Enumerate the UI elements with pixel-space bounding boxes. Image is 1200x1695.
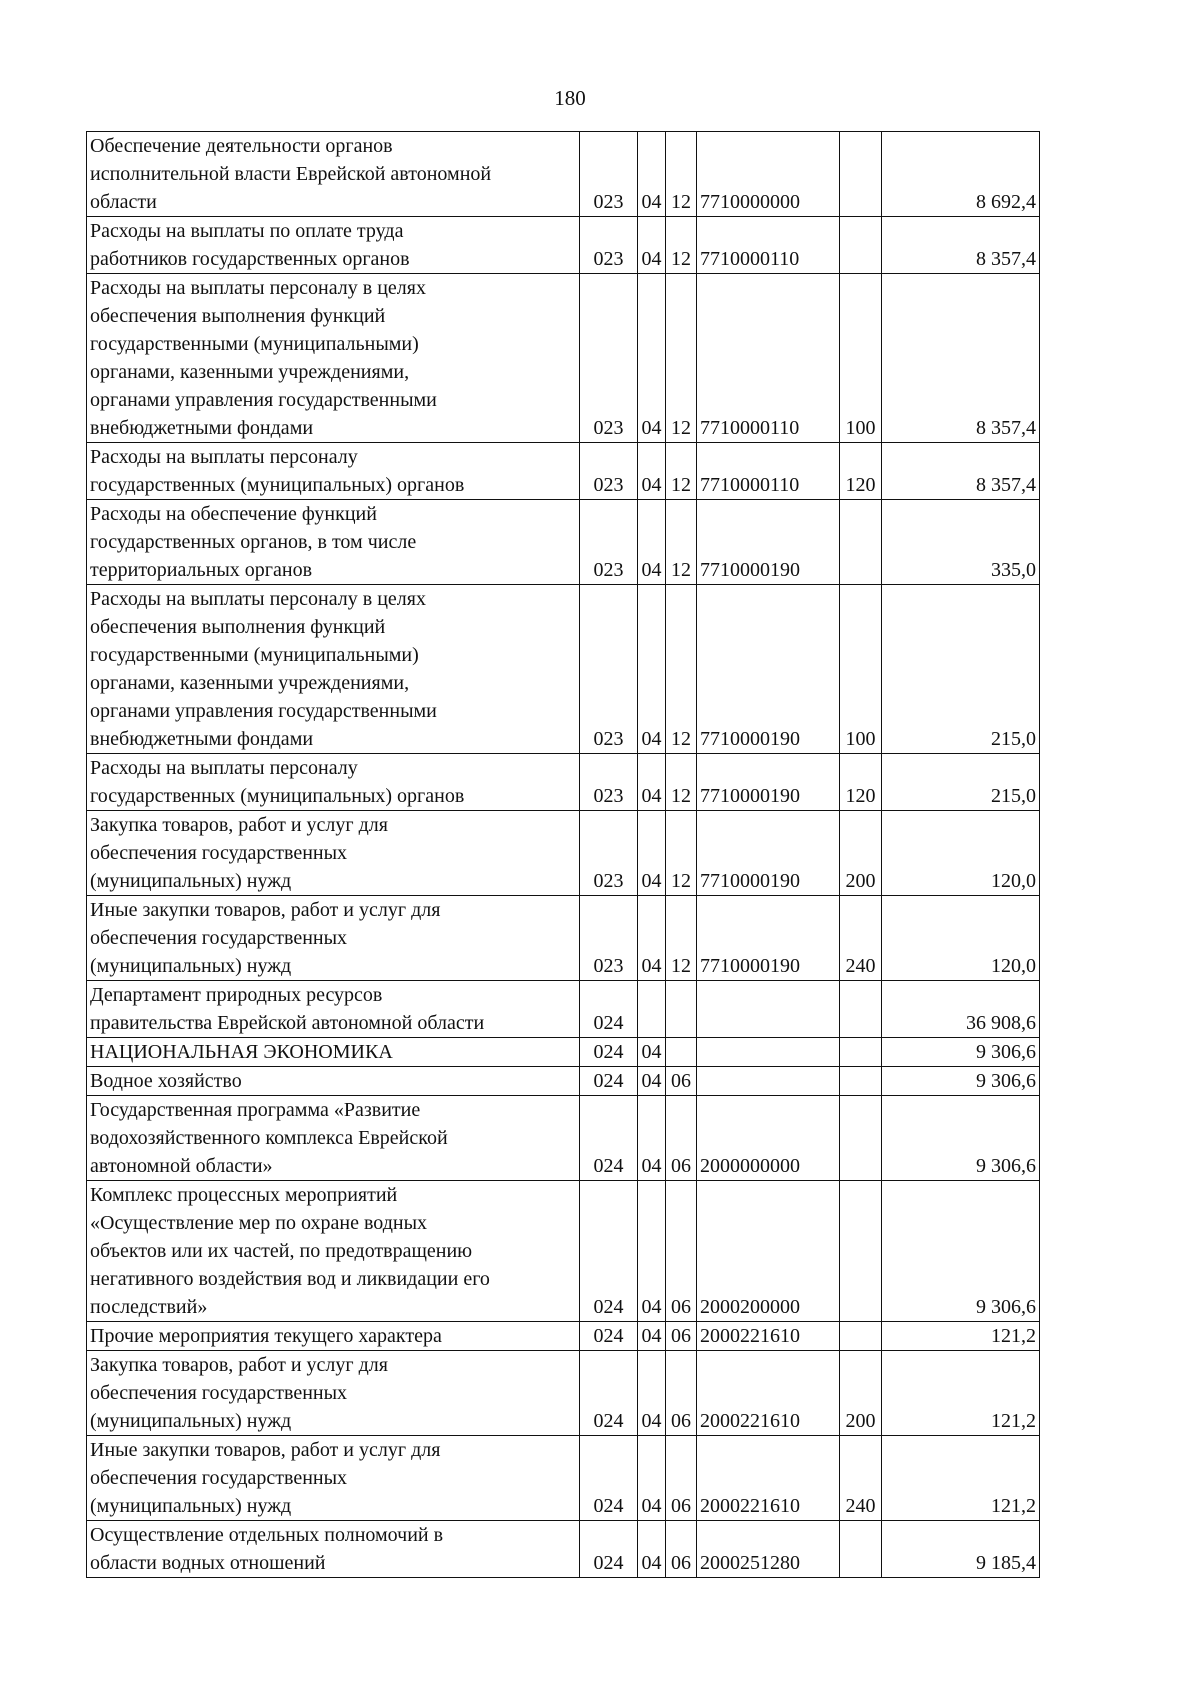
item-name-line: государственных (муниципальных) органов [90,785,465,807]
cell-target-article-code: 7710000190 [697,811,840,896]
item-name-line: органами, казенными учреждениями, [90,361,410,383]
item-name-line: государственными (муниципальными) [90,333,419,355]
cell-department-code: 023 [580,443,638,500]
cell-expense-type-code: 120 [840,443,882,500]
cell-expense-type-code [840,500,882,585]
cell-item-name [87,1521,580,1578]
item-name-line: Прочие мероприятия текущего характера [90,1325,442,1347]
cell-amount: 9 306,6 [882,1096,1040,1181]
cell-expense-type-code: 100 [840,274,882,443]
item-name-line: Обеспечение деятельности органов [90,135,393,157]
item-name-line: Закупка товаров, работ и услуг для [90,1354,388,1376]
page-number: 180 [554,86,586,110]
cell-department-code: 023 [580,754,638,811]
cell-target-article-code: 2000251280 [697,1521,840,1578]
cell-section-code: 04 [638,811,666,896]
table-row [87,132,1040,217]
cell-item-name [87,896,580,981]
cell-department-code: 024 [580,981,638,1038]
cell-amount: 9 306,6 [882,1067,1040,1096]
table-row [87,1096,1040,1181]
cell-department-code: 023 [580,585,638,754]
item-name-line: Комплекс процессных мероприятий [90,1184,398,1206]
item-name-line: Иные закупки товаров, работ и услуг для [90,899,441,921]
cell-target-article-code: 7710000110 [697,217,840,274]
cell-section-code: 04 [638,217,666,274]
cell-section-code: 04 [638,1067,666,1096]
cell-subsection-code: 12 [666,754,697,811]
cell-amount: 215,0 [882,585,1040,754]
cell-subsection-code [666,1038,697,1067]
item-name-line: внебюджетными фондами [90,417,314,439]
cell-expense-type-code [840,217,882,274]
cell-section-code: 04 [638,1521,666,1578]
item-name-line: Департамент природных ресурсов [90,984,383,1006]
cell-amount: 9 306,6 [882,1038,1040,1067]
cell-section-code: 04 [638,1322,666,1351]
cell-item-name [87,132,580,217]
table-row [87,1067,1040,1096]
cell-amount: 335,0 [882,500,1040,585]
item-name-line: Осуществление отдельных полномочий в [90,1524,444,1546]
cell-amount: 9 306,6 [882,1181,1040,1322]
cell-subsection-code: 12 [666,896,697,981]
cell-expense-type-code [840,1181,882,1322]
item-name-line: государственных органов, в том числе [90,531,417,553]
cell-subsection-code: 06 [666,1436,697,1521]
cell-section-code: 04 [638,1038,666,1067]
cell-amount: 8 357,4 [882,217,1040,274]
cell-subsection-code: 12 [666,217,697,274]
cell-target-article-code: 7710000110 [697,274,840,443]
table-row [87,811,1040,896]
item-name-line: исполнительной власти Еврейской автономной [90,163,492,185]
item-name-line: (муниципальных) нужд [90,1410,292,1432]
cell-target-article-code: 7710000000 [697,132,840,217]
table-row [87,1351,1040,1436]
cell-subsection-code: 12 [666,274,697,443]
item-name-line: правительства Еврейской автономной области [90,1012,485,1034]
cell-subsection-code: 12 [666,585,697,754]
table-row [87,585,1040,754]
cell-section-code: 04 [638,500,666,585]
cell-subsection-code: 12 [666,811,697,896]
table-row [87,217,1040,274]
cell-amount: 121,2 [882,1322,1040,1351]
cell-section-code: 04 [638,1181,666,1322]
item-name-line: водохозяйственного комплекса Еврейской [90,1127,448,1149]
cell-expense-type-code: 240 [840,1436,882,1521]
table-body [87,132,1040,1578]
cell-expense-type-code [840,132,882,217]
item-name-line: Государственная программа «Развитие [90,1099,421,1121]
cell-subsection-code: 06 [666,1181,697,1322]
cell-target-article-code: 2000221610 [697,1322,840,1351]
cell-expense-type-code: 100 [840,585,882,754]
item-name-line: Расходы на выплаты по оплате труда [90,220,404,242]
cell-target-article-code [697,1038,840,1067]
cell-subsection-code: 06 [666,1067,697,1096]
cell-department-code: 024 [580,1067,638,1096]
cell-item-name [87,811,580,896]
cell-target-article-code: 2000221610 [697,1351,840,1436]
cell-amount: 8 692,4 [882,132,1040,217]
item-name-line: государственных (муниципальных) органов [90,474,465,496]
table-row [87,443,1040,500]
item-name-line: Иные закупки товаров, работ и услуг для [90,1439,441,1461]
item-name-line: Расходы на выплаты персоналу [90,446,358,468]
table-row [87,1038,1040,1067]
item-name-line: обеспечения выполнения функций [90,305,386,327]
cell-department-code: 024 [580,1181,638,1322]
cell-expense-type-code [840,981,882,1038]
cell-section-code: 04 [638,754,666,811]
cell-amount: 120,0 [882,896,1040,981]
cell-subsection-code: 06 [666,1521,697,1578]
item-name-line: области водных отношений [90,1552,326,1574]
item-name-line: органами управления государственными [90,700,437,722]
cell-department-code: 023 [580,500,638,585]
table-row [87,1521,1040,1578]
cell-target-article-code: 7710000190 [697,896,840,981]
table-row [87,896,1040,981]
cell-subsection-code: 06 [666,1351,697,1436]
cell-item-name [87,1351,580,1436]
cell-item-name [87,1067,580,1096]
cell-item-name [87,1322,580,1351]
table-row [87,1181,1040,1322]
item-name-line: территориальных органов [90,559,313,581]
cell-item-name [87,1038,580,1067]
cell-item-name [87,754,580,811]
cell-expense-type-code: 200 [840,811,882,896]
cell-section-code: 04 [638,1096,666,1181]
table-row [87,981,1040,1038]
item-name-line: НАЦИОНАЛЬНАЯ ЭКОНОМИКА [90,1041,393,1063]
item-name-line: (муниципальных) нужд [90,1495,292,1517]
cell-amount: 121,2 [882,1351,1040,1436]
cell-subsection-code [666,981,697,1038]
cell-expense-type-code [840,1322,882,1351]
cell-target-article-code [697,1067,840,1096]
cell-subsection-code: 12 [666,132,697,217]
cell-section-code: 04 [638,1351,666,1436]
cell-subsection-code: 12 [666,500,697,585]
cell-target-article-code: 2000000000 [697,1096,840,1181]
table-row [87,1322,1040,1351]
cell-expense-type-code [840,1096,882,1181]
item-name-line: обеспечения государственных [90,927,348,949]
item-name-line: объектов или их частей, по предотвращению [90,1240,473,1262]
item-name-line: «Осуществление мер по охране водных [90,1212,428,1234]
table-row [87,500,1040,585]
cell-target-article-code: 2000200000 [697,1181,840,1322]
item-name-line: государственными (муниципальными) [90,644,419,666]
cell-amount: 121,2 [882,1436,1040,1521]
cell-department-code: 023 [580,132,638,217]
cell-expense-type-code [840,1067,882,1096]
cell-department-code: 023 [580,217,638,274]
item-name-line: органами управления государственными [90,389,437,411]
cell-item-name [87,1181,580,1322]
cell-department-code: 023 [580,811,638,896]
cell-item-name [87,443,580,500]
item-name-line: Расходы на выплаты персоналу [90,757,358,779]
cell-amount: 8 357,4 [882,274,1040,443]
item-name-line: обеспечения государственных [90,1382,348,1404]
cell-expense-type-code: 240 [840,896,882,981]
cell-section-code: 04 [638,132,666,217]
item-name-line: обеспечения выполнения функций [90,616,386,638]
item-name-line: обеспечения государственных [90,842,348,864]
cell-target-article-code [697,981,840,1038]
cell-department-code: 024 [580,1436,638,1521]
cell-section-code: 04 [638,1436,666,1521]
cell-amount: 9 185,4 [882,1521,1040,1578]
cell-target-article-code: 2000221610 [697,1436,840,1521]
cell-expense-type-code: 200 [840,1351,882,1436]
item-name-line: работников государственных органов [90,248,410,270]
cell-department-code: 023 [580,896,638,981]
cell-section-code: 04 [638,585,666,754]
cell-amount: 36 908,6 [882,981,1040,1038]
item-name-line: автономной области» [90,1155,273,1177]
cell-department-code: 024 [580,1038,638,1067]
cell-subsection-code: 06 [666,1096,697,1181]
item-name-line: Водное хозяйство [90,1070,242,1092]
item-name-line: Расходы на выплаты персоналу в целях [90,588,426,610]
cell-amount: 8 357,4 [882,443,1040,500]
cell-item-name [87,981,580,1038]
cell-target-article-code: 7710000190 [697,585,840,754]
cell-item-name [87,585,580,754]
item-name-line: (муниципальных) нужд [90,955,292,977]
cell-section-code [638,981,666,1038]
item-name-line: обеспечения государственных [90,1467,348,1489]
cell-item-name [87,274,580,443]
cell-department-code: 024 [580,1322,638,1351]
cell-amount: 215,0 [882,754,1040,811]
cell-section-code: 04 [638,896,666,981]
cell-department-code: 024 [580,1521,638,1578]
item-name-line: последствий» [90,1296,208,1318]
item-name-line: органами, казенными учреждениями, [90,672,410,694]
budget-table [86,131,1040,1578]
cell-target-article-code: 7710000110 [697,443,840,500]
item-name-line: области [90,191,157,213]
cell-section-code: 04 [638,274,666,443]
cell-item-name [87,1436,580,1521]
item-name-line: Закупка товаров, работ и услуг для [90,814,388,836]
cell-expense-type-code [840,1521,882,1578]
cell-department-code: 024 [580,1351,638,1436]
cell-expense-type-code [840,1038,882,1067]
cell-item-name [87,500,580,585]
item-name-line: Расходы на обеспечение функций [90,503,377,525]
cell-section-code: 04 [638,443,666,500]
cell-item-name [87,217,580,274]
item-name-line: Расходы на выплаты персоналу в целях [90,277,426,299]
cell-subsection-code: 12 [666,443,697,500]
cell-department-code: 024 [580,1096,638,1181]
cell-target-article-code: 7710000190 [697,754,840,811]
cell-expense-type-code: 120 [840,754,882,811]
item-name-line: негативного воздействия вод и ликвидации его [90,1268,490,1290]
item-name-line: (муниципальных) нужд [90,870,292,892]
cell-department-code: 023 [580,274,638,443]
cell-amount: 120,0 [882,811,1040,896]
cell-subsection-code: 06 [666,1322,697,1351]
table-row [87,1436,1040,1521]
table-row [87,274,1040,443]
item-name-line: внебюджетными фондами [90,728,314,750]
cell-target-article-code: 7710000190 [697,500,840,585]
table-row [87,754,1040,811]
cell-item-name [87,1096,580,1181]
